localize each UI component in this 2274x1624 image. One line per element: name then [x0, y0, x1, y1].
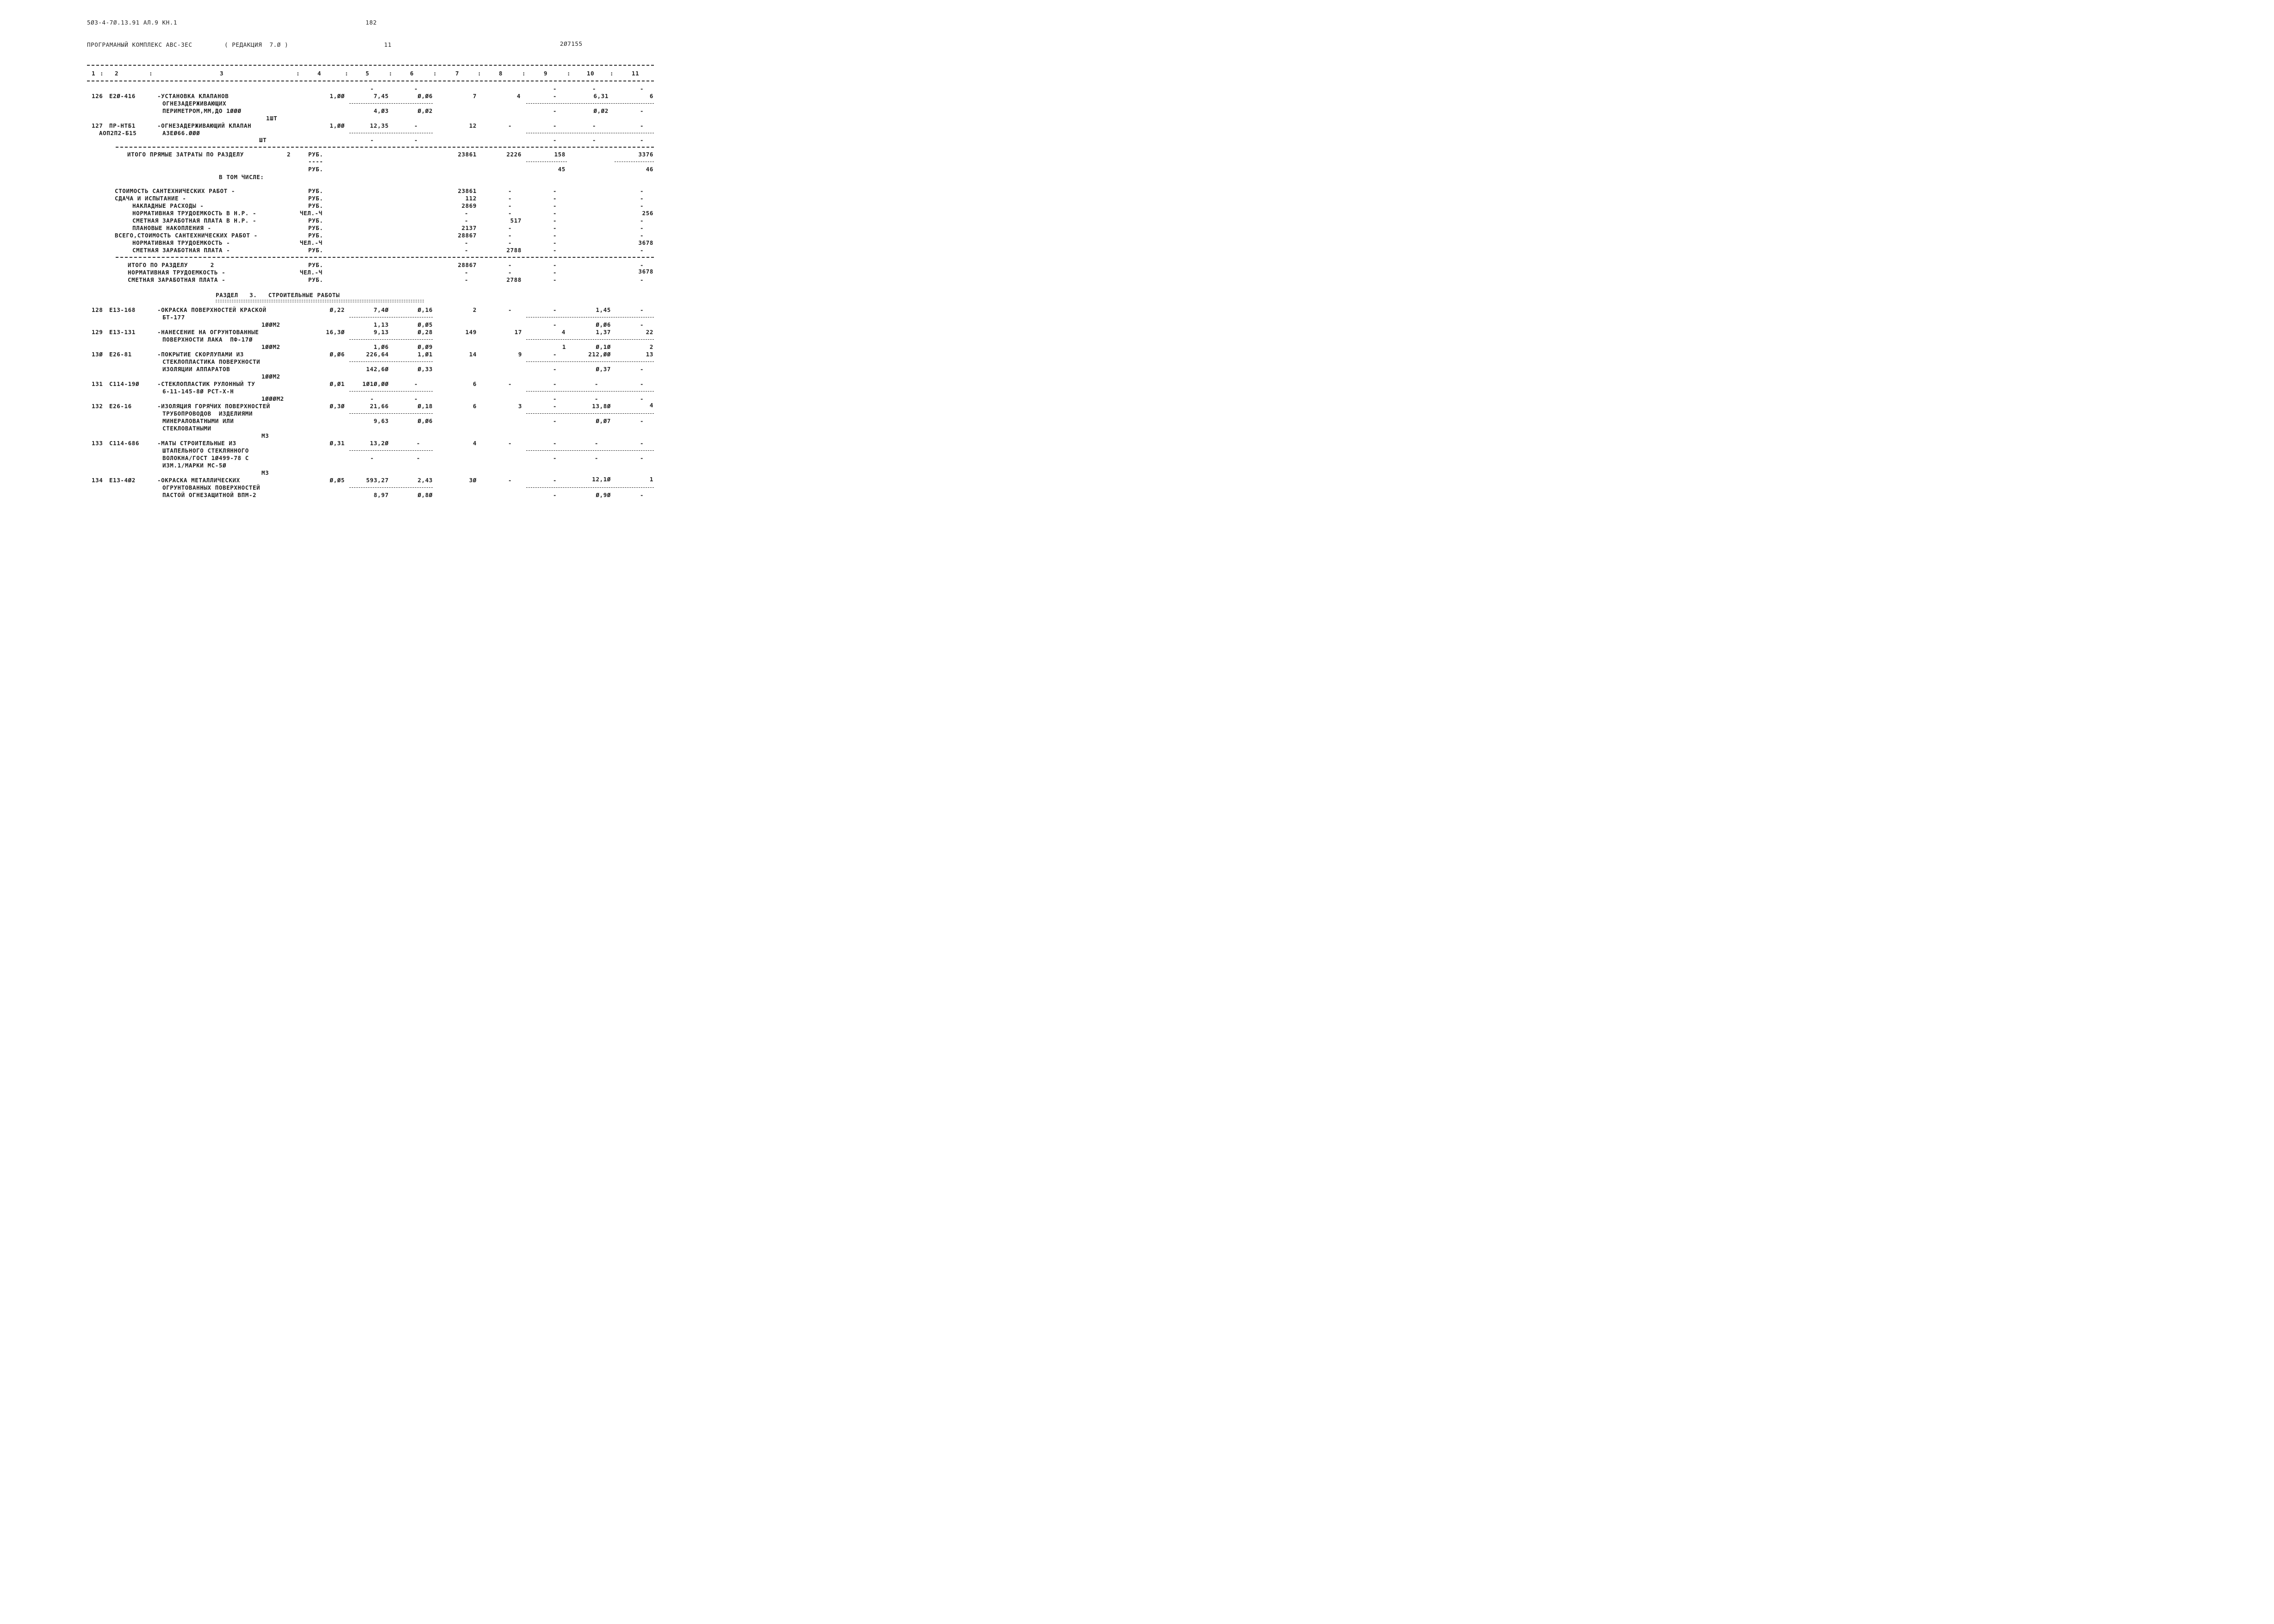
document-page: 5Ø3-4-7Ø.13.91 АЛ.9 КН.1 182 ПРОГРАМАНЫЙ КОМПЛЕКС АВС-3ЕС ( РЕДАКЦИЯ 7.Ø ) 11 2Ø7155 1 : 2 : 3 : 4 : 5 : 6 : 7 : 8 : 9 : 10 : 11 - - - - - 126 E2Ø-416 -УСТАНОВКА КЛАПАНОВ ОГНЕЗАДЕРЖИВАЮЩИХ ПЕРИМЕТРОМ,ММ,ДО 1ØØØ 1ШТ 1,ØØ 7,45 Ø,Ø6 7 4 - 6,31 6 4,Ø3 Ø,Ø2 - Ø,Ø2 - 127 ПР-НТБ1 АОП2П2-Б15 -ОГНЕЗАДЕРЖИВАЮЩИЙ КЛАПАН А3ЕØ66.ØØØ ШТ 1,ØØ 12,35 - 12 - - - - - - - - - ИТОГО ПРЯМЫЕ ЗАТРАТЫ ПО РАЗДЕЛУ 2 РУБ. ---- РУБ. 23861 2226 158 45 3376 46 В ТОМ ЧИСЛЕ: СТОИМОСТЬ САНТЕХНИЧЕСКИХ РАБОТ - РУБ. 23861 - - - СДАЧА И ИСПЫТАНИЕ - РУБ. 112 - - - НАКЛАДНЫЕ РАСХОДЫ - РУБ. 2869 - - - НОРМАТИВНАЯ ТРУДОЕМКОСТЬ В Н.Р. - ЧЕЛ.-Ч - - - 256 СМЕТНАЯ ЗАРАБОТНАЯ ПЛАТА В Н.Р. - РУБ. - 517 - - ПЛАНОВЫЕ НАКОПЛЕНИЯ - РУБ. 2137 - - - ВСЕГО,СТОИМОСТЬ САНТЕХНИЧЕСКИХ РАБОТ - РУБ. 28867 - - - НОРМАТИВНАЯ ТРУДОЕМКОСТЬ - ЧЕЛ.-Ч - - - 3678 СМЕТНАЯ ЗАРАБОТНАЯ ПЛАТА - РУБ. - 2788 - - ИТОГО ПО РАЗДЕЛУ 2 РУБ. 28867 - - - НОРМАТИВНАЯ ТРУДОЕМКОСТЬ - ЧЕЛ.-Ч - - - 3678 СМЕТНАЯ ЗАРАБОТНАЯ ПЛАТА - РУБ. - 2788 - - РАЗДЕЛ 3. СТРОИТЕЛЬНЫЕ РАБОТЫ 128 E13-168 -ОКРАСКА ПОВЕРХНОСТЕЙ КРАСКОЙ БТ-177 1ØØМ2 Ø,22 7,4Ø Ø,16 2 - - 1,45 - 1,13 Ø,Ø5 - Ø,Ø6 - 129 E13-131 -НАНЕСЕНИЕ НА ОГРУНТОВАННЫЕ ПОВЕРХНОСТИ ЛАКА ПФ-17Ø 1ØØМ2 16,3Ø 9,13 Ø,28 149 17 4 1,37 22 1,Ø6 Ø,Ø9 1 Ø,1Ø 2 13Ø E26-81 -ПОКРЫТИЕ СКОРЛУПАМИ ИЗ СТЕКЛОПЛАСТИКА ПОВЕРХНОСТИ ИЗОЛЯЦИИ АППАРАТОВ 1ØØМ2 Ø,Ø6 226,64 1,Ø1 14 9 - 212,ØØ 13 142,6Ø Ø,33 - Ø,37 - 131 C114-19Ø -СТЕКЛОПЛАСТИК РУЛОННЫЙ ТУ 6-11-145-8Ø РСТ-Х-Н 1ØØØМ2 Ø,Ø1 1Ø1Ø,ØØ - 6 - - - - - - - - - 132 E26-16 -ИЗОЛЯЦИЯ ГОРЯЧИХ ПОВЕРХНОСТЕЙ ТРУБОПРОВОДОВ ИЗДЕЛИЯМИ МИНЕРАЛОВАТНЫМИ ИЛИ СТЕКЛОВАТНЫМИ М3 Ø,3Ø 21,66 Ø,18 6 3 - 13,8Ø 4 9,63 Ø,Ø6 - Ø,Ø7 - 133 C114-686 -МАТЫ СТРОИТЕЛЬНЫЕ ИЗ ШТАПЕЛЬНОГО СТЕКЛЯННОГО ВОЛОКНА/ГОСТ 1Ø499-78 С ИЗМ.1/МАРКИ МС-5Ø М3 Ø,31 13,2Ø - 4 - - - - - - - - - 134 E13-4Ø2 -ОКРАСКА МЕТАЛЛИЧЕСКИХ ОГРУНТОВАННЫХ ПОВЕРХНОСТЕЙ ПАСТОЙ ОГНЕЗАЩИТНОЙ ВПМ-2 Ø,Ø5 593,27 2,43 3Ø - - 12,1Ø 1 8,97 Ø,8Ø - Ø,9Ø -: [87, 19, 653, 498]
row-desc: -ОГНЕЗАДЕРЖИВАЮЩИЙ КЛАПАН: [157, 122, 252, 129]
document-number: 2Ø7155: [560, 40, 583, 47]
edition-label: ( РЕДАКЦИЯ 7.Ø ): [224, 41, 289, 48]
col-11: 11: [632, 70, 640, 77]
col-1: 1: [92, 70, 96, 77]
col-5: 5: [366, 70, 370, 77]
col-6: 6: [410, 70, 414, 77]
total-label: ИТОГО ПРЯМЫЕ ЗАТРАТЫ ПО РАЗДЕЛУ: [127, 151, 244, 158]
row-code: ПР-НТБ1: [109, 122, 136, 129]
row-desc: ПЕРИМЕТРОМ,ММ,ДО 1ØØØ: [162, 107, 242, 114]
rule-top: [87, 65, 654, 66]
row-desc: А3ЕØ66.ØØØ: [162, 130, 200, 137]
section-title: РАЗДЕЛ 3. СТРОИТЕЛЬНЫЕ РАБОТЫ: [216, 292, 340, 299]
row-desc: -УСТАНОВКА КЛАПАНОВ: [157, 93, 229, 100]
code-11: 11: [384, 41, 392, 48]
row-unit: 1ШТ: [266, 115, 278, 122]
page-number: 182: [366, 19, 377, 26]
col-7: 7: [455, 70, 460, 77]
row-unit: ШТ: [259, 137, 267, 143]
col-10: 10: [587, 70, 595, 77]
col-8: 8: [499, 70, 503, 77]
program-title: ПРОГРАМАНЫЙ КОМПЛЕКС АВС-3ЕС: [87, 41, 193, 48]
document-code: 5Ø3-4-7Ø.13.91 АЛ.9 КН.1: [87, 19, 178, 26]
row-desc: ОГНЕЗАДЕРЖИВАЮЩИХ: [162, 100, 227, 107]
col-2: 2: [115, 70, 119, 77]
col-3: 3: [220, 70, 224, 77]
row-number: 126: [92, 93, 103, 100]
row-code-2: АОП2П2-Б15: [99, 130, 137, 137]
including-label: В ТОМ ЧИСЛЕ:: [219, 174, 264, 180]
col-4: 4: [317, 70, 322, 77]
col-9: 9: [544, 70, 548, 77]
row-number: 127: [92, 122, 103, 129]
row-code: E2Ø-416: [109, 93, 136, 100]
